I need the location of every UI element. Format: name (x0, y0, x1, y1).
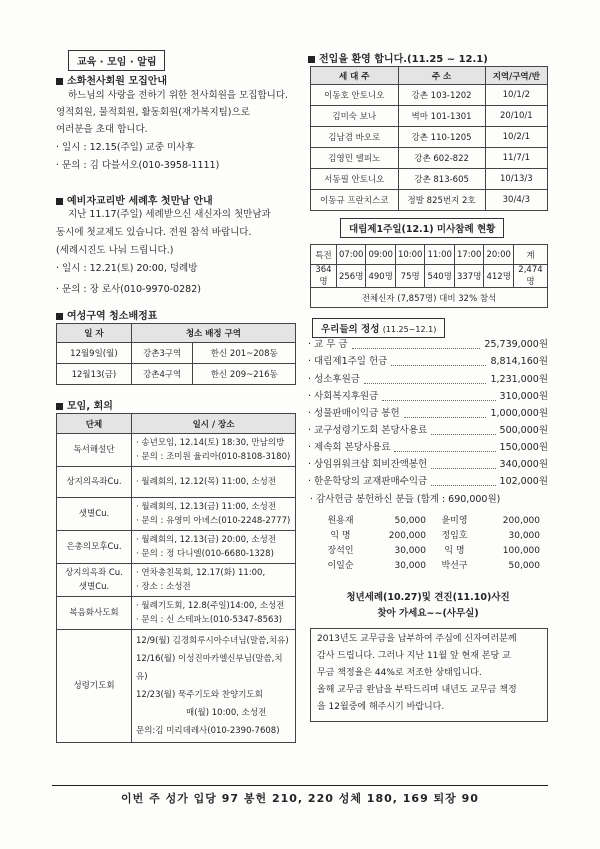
donor-name: 익 명 (444, 546, 465, 556)
cell: 서동필 안토니오 (311, 169, 399, 190)
cell: 강촌 110-1205 (398, 127, 485, 148)
catechumen-line: 동시에 첫교제도 있습니다. 전원 참석 바랍니다. (56, 227, 252, 238)
mass-count: 75명 (395, 265, 425, 288)
angel-line: · 문의 : 김 다블서오(010-3958-1111) (56, 160, 220, 171)
table-row (57, 597, 296, 630)
catechumen-line: · 문의 : 장 로사(010-9970-0282) (56, 284, 201, 295)
cell: 정발 825번지 2호 (398, 190, 485, 211)
catechumen-line: (세례시진도 나눠 드립니다.) (56, 245, 174, 256)
donor-row (316, 544, 544, 559)
cell: 강촌3구역 (131, 343, 193, 364)
detail-line: 12/9(월) 김경희루시아수녀님(말씀,치유) (136, 636, 289, 646)
table-row (57, 434, 296, 467)
detail-line: 12/23(월) 묵주기도와 찬양기도회 (136, 690, 263, 700)
offering-row: · 상임위워크샵 회비잔액봉헌 340,000원 (308, 459, 548, 470)
cell: 강촌4구역 (131, 364, 193, 385)
donor-row (316, 559, 544, 574)
group-cell: 독서해설단 (57, 434, 132, 467)
cell: 이동호 안토니오 (311, 85, 399, 106)
detail-cell (132, 434, 296, 467)
mass-time: 09:00 (366, 245, 396, 265)
detail-line: · 월례기도회, 12.8(주일)14:00, 소성전 (136, 601, 285, 611)
detail-cell (132, 467, 296, 498)
cell: 김미숙 보나 (311, 106, 399, 127)
photo-notice: 청년세례(10.27)및 견진(11.10)사진 (346, 592, 510, 603)
cell: 30/4/3 (485, 190, 547, 211)
table-row (311, 190, 548, 211)
donor-amount: 50,000 (394, 516, 426, 526)
header-cell: 일시 / 장소 (132, 414, 296, 434)
header-cell: 세 대 주 (311, 67, 399, 85)
table-row (311, 148, 548, 169)
detail-line: · 장소 : 소성전 (136, 582, 191, 592)
group-cell: 복음화사도회 (57, 597, 132, 630)
cell: 10/13/3 (485, 169, 547, 190)
detail-cell (132, 564, 296, 597)
detail-line: 문의:김 미리데레사(010-2390-7608) (136, 726, 280, 736)
header-cell: 지역/구역/반 (485, 67, 547, 85)
group-cell: 상지의옥좌 Cu. 샛별Cu. (57, 564, 132, 597)
donor-name: 장석인 (327, 546, 354, 556)
donor-name: 윤미영 (441, 516, 468, 526)
offering-row: · 교구성령기도회 본당사용료 500,000원 (308, 425, 548, 436)
detail-cell (132, 531, 296, 564)
mass-count: 412명 (484, 265, 514, 288)
donors-title: · 감사헌금 봉헌하신 분들 (합계 : 690,000원) (310, 494, 501, 505)
table-row (311, 127, 548, 148)
cleaning-table (56, 323, 296, 385)
table-row (57, 630, 296, 743)
donor-amount: 200,000 (388, 531, 426, 541)
group-cell: 샛별Cu. (57, 498, 132, 531)
cell: 한신 201~208동 (193, 343, 296, 364)
donor-amount: 30,000 (394, 561, 426, 571)
offerings-title: 우리들의 정성 (11.25~12.1) (312, 318, 445, 338)
angel-line: 여러분을 초대 합니다. (56, 124, 148, 135)
dues-notice-line: 2013년도 교무금을 납부하여 주심에 신자여러분께 (317, 634, 517, 644)
table-row (57, 467, 296, 498)
catechumen-title: 예비자교리반 세례후 첫만남 안내 (56, 192, 213, 207)
offering-row: · 성물판매이익금 봉헌 1,000,000원 (308, 408, 548, 419)
mass-time: 07:00 (336, 245, 366, 265)
table-row (57, 498, 296, 531)
detail-line: · 문의 : 유영미 아녜스(010-2248-2777) (136, 516, 291, 526)
mass-time: 17:00 (454, 245, 484, 265)
mass-count: 337명 (454, 265, 484, 288)
footer-divider (52, 785, 548, 786)
detail-line: · 월례회의, 12.13(금) 11:00, 소성전 (136, 502, 277, 512)
dues-notice-line: 무금 책정율은 44%로 저조한 상태입니다. (317, 668, 482, 678)
detail-cell (132, 498, 296, 531)
mass-title: 대림제1주일(12.1) 미사참례 현황 (340, 218, 504, 238)
donor-amount: 30,000 (508, 531, 540, 541)
donor-name: 원용재 (327, 516, 354, 526)
detail-cell (132, 630, 296, 743)
cell: 20/10/1 (485, 106, 547, 127)
table-row (311, 106, 548, 127)
table-row (311, 85, 548, 106)
header-cell: 일 자 (57, 324, 132, 343)
detail-line: · 문의 : 정 다니엘(010-6680-1328) (136, 549, 274, 559)
offering-row: · 사회복지후원금 310,000원 (308, 391, 548, 402)
header-cell: 단체 (57, 414, 132, 434)
detail-line: · 월례회의, 12.12(목) 11:00, 소성전 (136, 477, 277, 487)
offering-row: · 제속회 본당사용료 150,000원 (308, 442, 548, 453)
cell: 벽마 101-1301 (398, 106, 485, 127)
mass-count: 2,474명 (513, 265, 547, 288)
table-row (57, 364, 296, 385)
mass-count: 364명 (311, 265, 337, 288)
cell: 강촌 103-1202 (398, 85, 485, 106)
mass-time: 특전 (311, 245, 337, 265)
detail-line: 12/16(월) 이성진마카엘신부님(말씀,치유) (136, 654, 283, 682)
section-header: 교육 · 모임 · 알림 (68, 50, 165, 71)
donor-name: 박선구 (441, 561, 468, 571)
mass-count: 256명 (336, 265, 366, 288)
photo-notice: 찾아 가세요~~(사무실) (377, 608, 479, 619)
offering-row: · 한운학당의 교재판매수익금 102,000원 (308, 476, 548, 487)
hymn-footer: 이번 주 성가 입당 97 봉헌 210, 220 성체 180, 169 퇴장 90 (121, 792, 479, 805)
angel-line: · 일시 : 12.15(주일) 교중 미사후 (56, 142, 195, 153)
header-cell: 청소 배정 구역 (131, 324, 295, 343)
donor-row (316, 514, 544, 529)
header-cell: 주 소 (398, 67, 485, 85)
meetings-table (56, 413, 296, 743)
donor-name: 정임호 (441, 531, 468, 541)
donor-amount: 200,000 (502, 516, 540, 526)
angel-title: 소화천사회원 모집안내 (56, 72, 167, 87)
table-row (57, 531, 296, 564)
detail-cell (132, 597, 296, 630)
mass-count: 540명 (425, 265, 455, 288)
mass-summary: 전체신자 (7,857명) 대비 32% 참석 (311, 288, 548, 308)
cell: 10/2/1 (485, 127, 547, 148)
meetings-title: 모임, 회의 (56, 397, 113, 412)
group-cell: 은총의모후Cu. (57, 531, 132, 564)
newcomers-table (310, 66, 548, 211)
offering-row: · 대림제1주일 헌금 8,814,160원 (308, 356, 548, 367)
newcomers-title: 전입을 환영 합니다.(11.25 ~ 12.1) (308, 50, 488, 65)
donors-table (316, 514, 544, 574)
offering-row: · 교 무 금 25,739,000원 (308, 339, 548, 350)
mass-table (310, 244, 548, 308)
dues-notice-box (310, 628, 548, 722)
catechumen-line: 지난 11.17(주일) 세례받으신 새신자의 첫만남과 (68, 209, 271, 220)
cell: 이동규 프란치스코 (311, 190, 399, 211)
mass-time: 계 (513, 245, 547, 265)
group-cell: 성령기도회 (57, 630, 132, 743)
dues-notice-line: 올해 교무금 완납을 부탁드리며 내년도 교무금 책정 (317, 685, 517, 695)
detail-line: · 송년모임, 12.14(토) 18:30, 만남의방 (136, 438, 285, 448)
donor-amount: 30,000 (394, 546, 426, 556)
cell: 한신 209~216동 (193, 364, 296, 385)
group-cell: 상지의옥좌Cu. (57, 467, 132, 498)
donor-name: 이일순 (327, 561, 354, 571)
dues-notice-line: 감사 드립니다. 그러나 지난 11월 앞 현재 본당 교 (317, 651, 511, 661)
angel-line: 하느님의 사랑을 전하기 위한 천사회원을 모집합니다. (68, 90, 289, 101)
dues-notice-line: 을 12월중에 해주시기 바랍니다. (317, 702, 445, 712)
cell: 12월13(금) (57, 364, 132, 385)
mass-time: 10:00 (395, 245, 425, 265)
table-row (57, 564, 296, 597)
donor-row (316, 529, 544, 544)
mass-time: 11:00 (425, 245, 455, 265)
cell: 11/7/1 (485, 148, 547, 169)
detail-line: · 연차총친목회, 12.17(화) 11:00, (136, 568, 266, 578)
cell: 김남겸 바오로 (311, 127, 399, 148)
table-row (311, 169, 548, 190)
detail-line: · 월례회의, 12.13(금) 20:00, 소성전 (136, 535, 277, 545)
cell: 김영민 델피노 (311, 148, 399, 169)
detail-line: 매(월) 10:00, 소성전 (186, 708, 267, 718)
table-row (57, 343, 296, 364)
mass-time: 20:00 (484, 245, 514, 265)
cleaning-title: 여성구역 청소배정표 (56, 307, 157, 322)
donor-name: 익 명 (330, 531, 351, 541)
detail-line: · 문의 : 조미원 율리아(010-8108-3180) (136, 452, 291, 462)
cell: 강촌 813-605 (398, 169, 485, 190)
donor-amount: 50,000 (508, 561, 540, 571)
cell: 강촌 602-822 (398, 148, 485, 169)
catechumen-line: · 일시 : 12.21(토) 20:00, 덩례방 (56, 263, 198, 274)
mass-count: 490명 (366, 265, 396, 288)
cell: 12월9일(월) (57, 343, 132, 364)
detail-line: · 문의 : 신 스테파노(010-5347-8563) (136, 615, 283, 625)
donor-amount: 100,000 (502, 546, 540, 556)
cell: 10/1/2 (485, 85, 547, 106)
angel-line: 영적회원, 물적회원, 활동회원(재가복지팀)으로 (56, 107, 250, 118)
offering-row: · 성소후원금 1,231,000원 (308, 374, 548, 385)
